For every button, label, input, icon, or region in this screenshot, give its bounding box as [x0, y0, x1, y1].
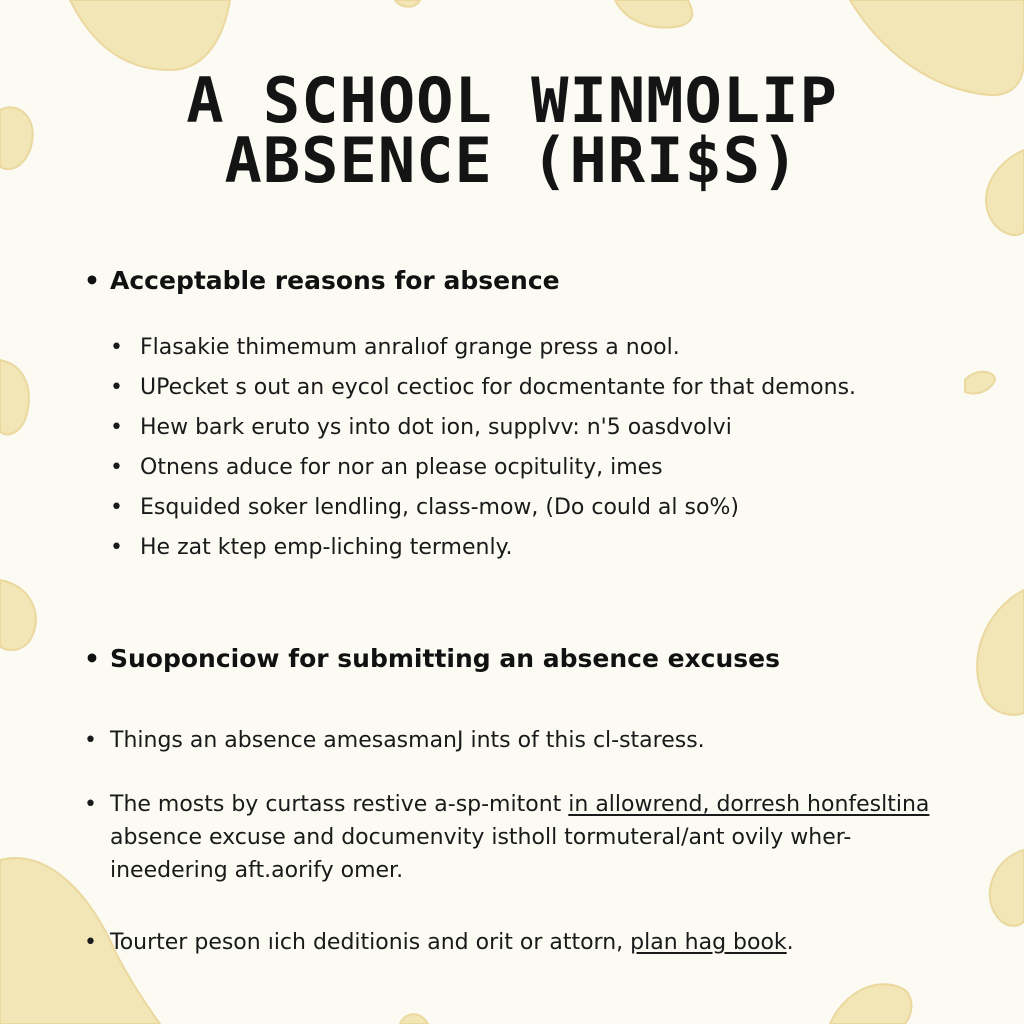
bullet-icon: •	[110, 335, 123, 360]
paragraph-item	[84, 926, 964, 959]
bullet-icon: •	[84, 930, 97, 955]
list-item	[110, 495, 739, 520]
paragraph-item	[84, 724, 964, 757]
paragraph-rest: absence excuse and documenvity istholl tormuteral/ant ovily wher-ineedering aft.aorify omer.	[110, 825, 852, 883]
list-item-text: He zat ktep emp-liching termenly.	[140, 535, 513, 560]
list-item-text: UPecket s out an eycol cectioc for docmentante for that demons.	[140, 375, 857, 400]
bullet-icon: •	[110, 455, 123, 480]
underlined-link[interactable]: in allowrend, dorresh honfesltina	[568, 792, 930, 817]
paragraph-text	[110, 926, 964, 959]
section-heading-text: Acceptable reasons for absence	[110, 266, 560, 295]
paragraph-text	[110, 788, 964, 887]
paragraph-lead: Tourter peson ıi̇ch deditionis and orit or attorn,	[110, 930, 631, 955]
bullet-icon: •	[110, 415, 123, 440]
list-item	[110, 415, 732, 440]
paragraph-lead: The mosts by curtass restive a-sp-mitont	[110, 792, 569, 817]
bullet-icon: •	[84, 644, 100, 673]
list-item-text: Hew bark eruto ys into dot ion, supplvv: n'5 oasdvolvi	[140, 415, 732, 440]
list-item-text: Esquided soker lendling, class-mow, (Do could al so%)	[140, 495, 739, 520]
section-heading-submitting-excuses	[84, 644, 780, 673]
list-item	[110, 455, 663, 480]
bullet-icon: •	[110, 495, 123, 520]
page-title-line-2: ABSENCE (HRI$S)	[224, 124, 800, 197]
bullet-icon: •	[84, 792, 97, 817]
paragraph-text: Things an absence amesasmanJ ints of this cl-staress.	[110, 728, 705, 753]
bullet-icon: •	[84, 728, 97, 753]
section-heading-acceptable-reasons	[84, 266, 560, 295]
list-item	[110, 335, 680, 360]
section-heading-text: Suoponciow for submitting an absence excuses	[110, 644, 781, 673]
paragraph-item	[84, 788, 964, 887]
list-item-text: Flasakie thimemum anralıof grange press a nool.	[140, 335, 680, 360]
paragraph-end: .	[786, 930, 794, 955]
list-item	[110, 375, 856, 400]
bullet-icon: •	[110, 535, 123, 560]
bullet-icon: •	[84, 266, 100, 295]
list-item-text: Otnens aduce for nor an please ocpitulity, imes	[140, 455, 663, 480]
underlined-link[interactable]: plan hag book	[630, 930, 787, 955]
list-item	[110, 535, 512, 560]
page-title-line-1: A SCHOOL WINMOLIP	[186, 64, 838, 137]
bullet-icon: •	[110, 375, 123, 400]
